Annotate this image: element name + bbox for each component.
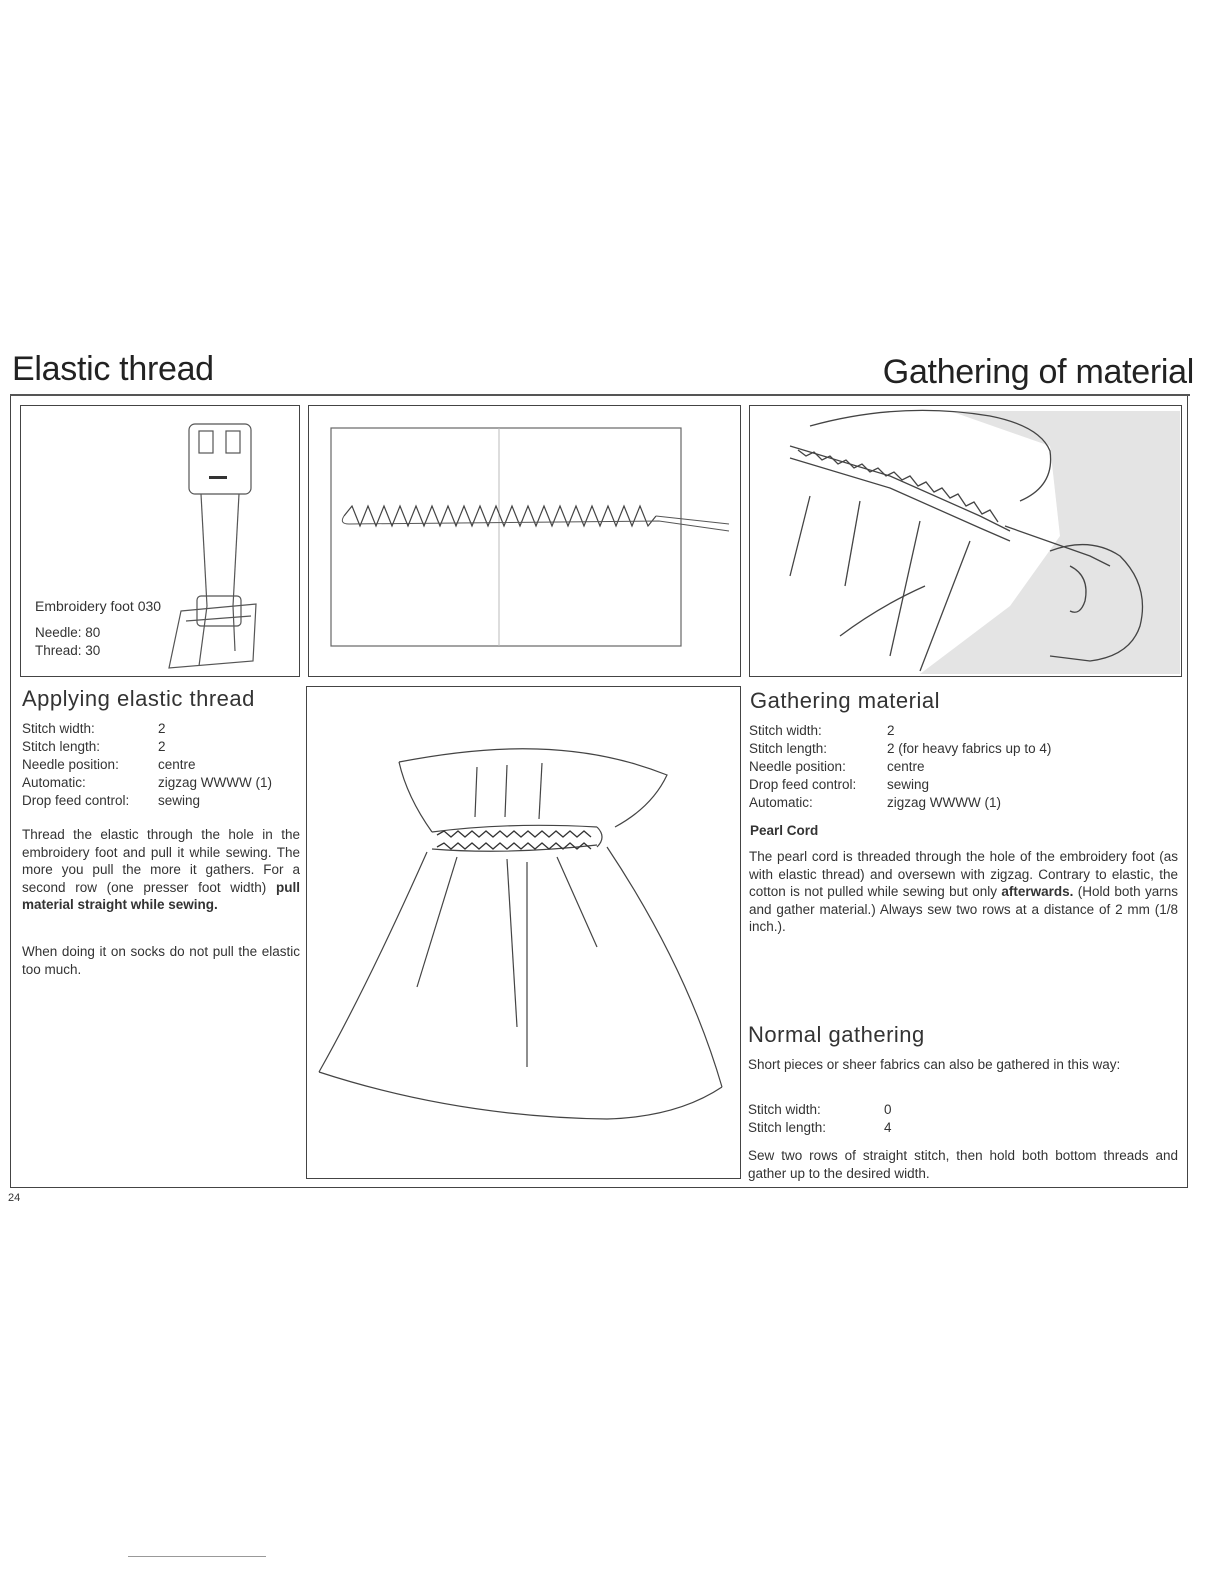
setting-row <box>749 740 1051 758</box>
setting-row <box>22 738 272 756</box>
normal-gathering-text: Sew two rows of straight stitch, then hold both bottom threads and gather up to the desired width. <box>748 1148 1178 1181</box>
zigzag-sample-panel <box>308 405 741 677</box>
elastic-instructions-text: Thread the elastic through the hole in the embroidery foot and pull it while sewing. The more you pull the more it gathers. For a second row (one presser foot width) <box>22 827 300 895</box>
pearl-cord-text-2: (Hold both yarns and gather material.) Always sew two rows at a distance of 2 mm (1/8 inch.). <box>749 884 1178 935</box>
setting-label: Stitch width: <box>749 723 822 738</box>
page-title-right: Gathering of material <box>882 353 1194 391</box>
setting-row <box>22 756 272 774</box>
gathering-settings-table <box>749 722 1051 812</box>
gathered-fabric-panel <box>306 686 741 1179</box>
setting-row <box>748 1119 892 1137</box>
setting-value: 4 <box>884 1120 892 1135</box>
normal-gathering-intro: Short pieces or sheer fabrics can also be gathered in this way: <box>748 1057 1121 1072</box>
setting-value: 2 <box>158 739 166 754</box>
setting-label: Stitch width: <box>22 721 95 736</box>
setting-label: Stitch length: <box>748 1120 827 1135</box>
setting-value: zigzag WWWW (1) <box>158 775 272 790</box>
gathered-fabric-illustration <box>307 687 739 1177</box>
setting-label: Drop feed control: <box>749 777 857 792</box>
setting-label: Needle position: <box>749 759 846 774</box>
pearl-cord-heading: Pearl Cord <box>750 823 819 838</box>
gathering-hands-illustration <box>750 406 1180 675</box>
pearl-cord-bold: afterwards. <box>1001 884 1074 900</box>
setting-row <box>22 792 272 810</box>
setting-row <box>22 774 272 792</box>
setting-value: sewing <box>158 793 201 808</box>
setting-row <box>749 776 1051 794</box>
setting-value: 0 <box>884 1102 892 1117</box>
footer-rule <box>128 1556 266 1557</box>
setting-row <box>749 794 1051 812</box>
pearl-cord-instructions <box>749 848 1178 936</box>
setting-value: centre <box>158 757 196 772</box>
hands-illustration-panel <box>749 405 1182 677</box>
thread-label: Thread: 30 <box>35 643 101 658</box>
elastic-instructions-bold: pull material straight while sewing. <box>22 879 300 913</box>
setting-label: Stitch width: <box>748 1102 821 1117</box>
needle-label: Needle: 80 <box>35 625 101 640</box>
setting-row <box>749 722 1051 740</box>
section-heading-applying-elastic: Applying elastic thread <box>22 686 255 711</box>
setting-value: 2 <box>158 721 166 736</box>
setting-row <box>749 758 1051 776</box>
elastic-settings-table <box>22 720 272 810</box>
setting-row <box>22 720 272 738</box>
setting-label: Automatic: <box>22 775 86 790</box>
socks-note: When doing it on socks do not pull the elastic too much. <box>22 944 300 977</box>
setting-value: sewing <box>887 777 930 792</box>
setting-label: Automatic: <box>749 795 813 810</box>
setting-value: centre <box>887 759 925 774</box>
setting-value: 2 (for heavy fabrics up to 4) <box>887 741 1052 756</box>
pearl-cord-text: The pearl cord is threaded through the hole of the embroidery foot (as with elastic thread) and oversewn with zigzag. Contrary to elastic, the cotton is not pulled while sewing but only <box>749 849 1178 900</box>
normal-gathering-settings <box>748 1101 892 1137</box>
setting-label: Drop feed control: <box>22 793 130 808</box>
elastic-instructions <box>22 826 300 914</box>
setting-label: Needle position: <box>22 757 119 772</box>
foot-illustration-panel <box>20 405 300 677</box>
zigzag-stitch-illustration <box>309 406 739 675</box>
setting-value: 2 <box>887 723 895 738</box>
section-heading-normal-gathering: Normal gathering <box>748 1022 925 1047</box>
foot-label: Embroidery foot 030 <box>35 598 162 614</box>
setting-row <box>748 1101 892 1119</box>
page-number: 24 <box>8 1192 21 1204</box>
section-heading-gathering-material: Gathering material <box>750 688 940 713</box>
setting-label: Stitch length: <box>22 739 101 754</box>
setting-value: zigzag WWWW (1) <box>887 795 1001 810</box>
page-title-left: Elastic thread <box>12 350 214 388</box>
setting-label: Stitch length: <box>749 741 828 756</box>
